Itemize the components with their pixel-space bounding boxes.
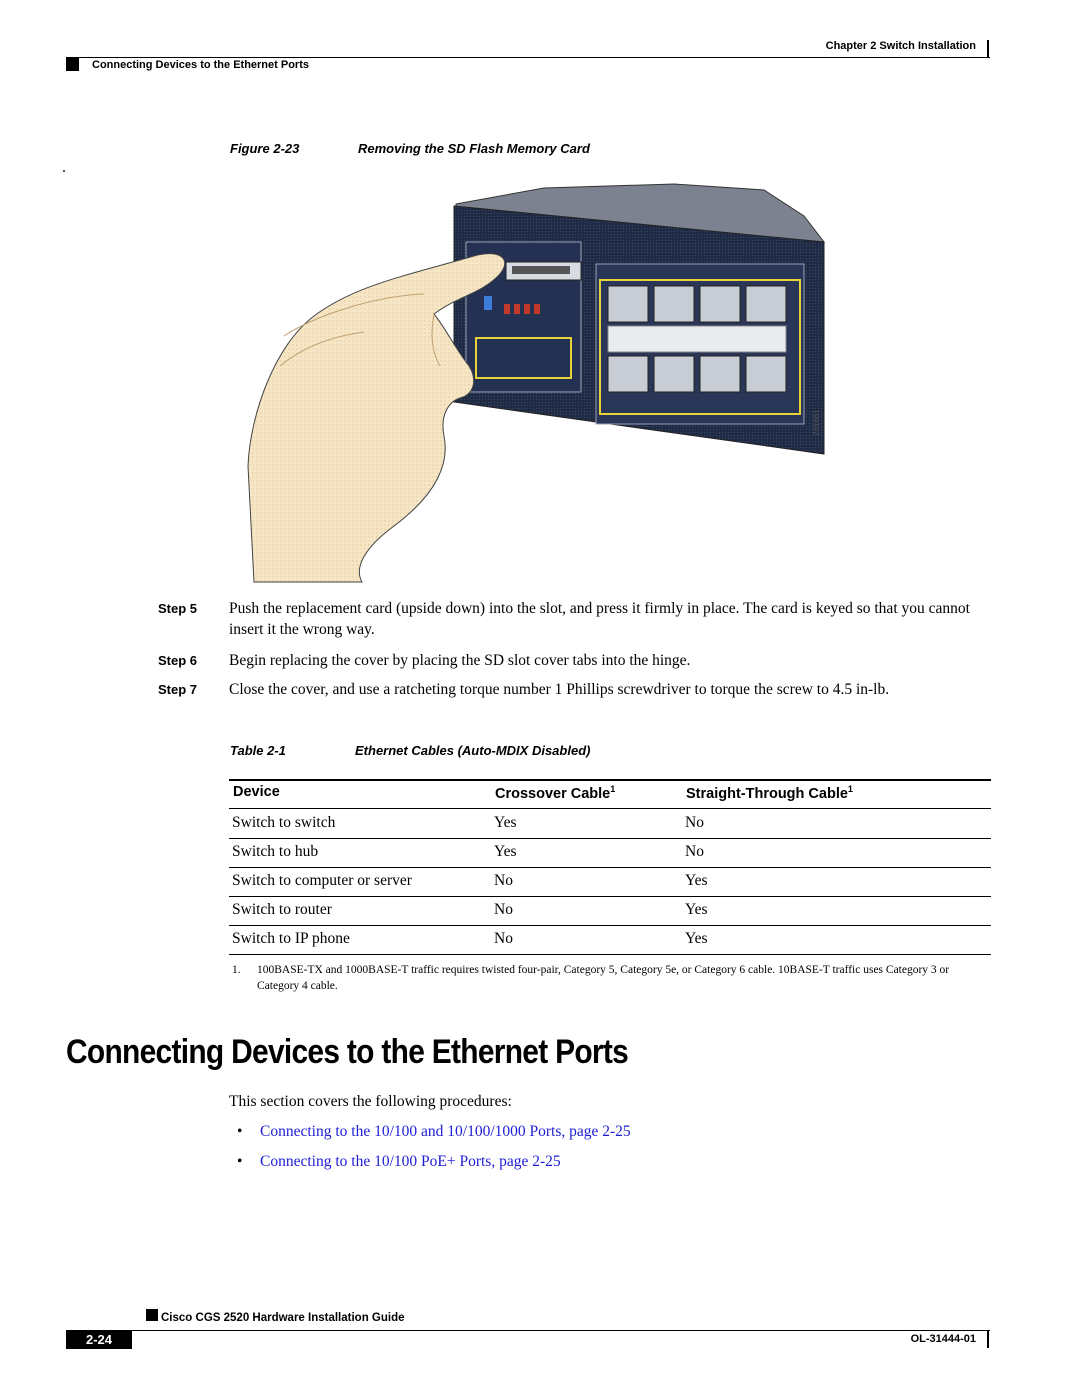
- figure-title: Removing the SD Flash Memory Card: [358, 141, 590, 156]
- header-rule: [66, 57, 990, 58]
- table-row: [229, 838, 991, 868]
- table-header-device: Device: [233, 784, 280, 800]
- table-footnote: [232, 962, 992, 994]
- step-5-label: Step 5: [158, 601, 198, 616]
- ethernet-ports: [596, 264, 804, 424]
- table-row: [229, 867, 991, 897]
- footnote-text: 100BASE-TX and 1000BASE-T traffic requires twisted four-pair, Category 5, Category 5e, or Category 6 cable. 10BASE-T traffic uses Category 3 or Category 4 cable.: [257, 964, 950, 992]
- section-heading: Connecting Devices to the Ethernet Ports: [66, 1033, 629, 1071]
- header-marker: [66, 58, 79, 71]
- table-top-rule: [229, 779, 991, 781]
- figure-number: Figure 2-23: [230, 141, 300, 156]
- bullet-icon: •: [237, 1123, 243, 1140]
- stray-mark: [63, 170, 65, 172]
- footer-bar: [987, 1331, 989, 1348]
- cell-straight: No: [685, 843, 704, 860]
- footer-marker: [146, 1309, 158, 1321]
- footer-doc-id: OL-31444-01: [910, 1333, 976, 1345]
- footer-guide-title: Cisco CGS 2520 Hardware Installation Guide: [161, 1312, 405, 1324]
- cell-device: Switch to hub: [232, 843, 319, 860]
- cell-straight: Yes: [685, 872, 708, 889]
- sd-card-removal-illustration: [244, 176, 834, 586]
- table-header-straight: Straight-Through Cable$^1$: [686, 784, 853, 802]
- cell-straight: No: [685, 814, 704, 831]
- figure-caption: [230, 141, 590, 156]
- link-10-100-1000-ports[interactable]: Connecting to the 10/100 and 10/100/1000 Ports, page 2-25: [260, 1123, 631, 1140]
- cell-straight: Yes: [685, 901, 708, 918]
- table-row: [229, 925, 991, 955]
- art-id: 201861: [812, 409, 821, 436]
- table-caption: [230, 743, 590, 758]
- step-6-text: Begin replacing the cover by placing the SD slot cover tabs into the hinge.: [229, 652, 691, 669]
- table-title: Ethernet Cables (Auto-MDIX Disabled): [355, 743, 591, 758]
- table-number: Table 2-1: [230, 743, 286, 758]
- link-poe-ports[interactable]: Connecting to the 10/100 PoE+ Ports, page 2-25: [260, 1153, 561, 1170]
- bullet-icon: •: [237, 1153, 243, 1170]
- step-5-text: Push the replacement card (upside down) into the slot, and press it firmly in place. The card is keyed so that you cannot insert it the wrong way.: [229, 600, 970, 638]
- cell-straight: Yes: [685, 930, 708, 947]
- footnote-number: 1.: [232, 964, 241, 976]
- table-row: [229, 896, 991, 926]
- table-header-crossover: Crossover Cable$^1$: [495, 784, 616, 802]
- cell-crossover: No: [494, 901, 513, 918]
- header-section-title: Connecting Devices to the Ethernet Ports: [92, 59, 309, 71]
- header-bar: [987, 40, 989, 57]
- page-number: 2-24: [66, 1331, 132, 1349]
- list-item: [237, 1153, 561, 1171]
- step-6-label: Step 6: [158, 653, 198, 668]
- footnote-ref: 1: [847, 784, 853, 794]
- footnote-ref: 1: [610, 784, 616, 794]
- step-7-text: Close the cover, and use a ratcheting torque number 1 Phillips screwdriver to torque the screw to 4.5 in-lb.: [229, 681, 890, 698]
- step-7-label: Step 7: [158, 682, 198, 697]
- cell-crossover: No: [494, 872, 513, 889]
- cell-crossover: Yes: [494, 843, 517, 860]
- cell-crossover: Yes: [494, 814, 517, 831]
- header-chapter: Chapter 2 Switch Installation: [825, 40, 976, 52]
- list-item: [237, 1123, 631, 1141]
- cell-device: Switch to switch: [232, 814, 336, 831]
- cell-crossover: No: [494, 930, 513, 947]
- table-row: [229, 809, 991, 839]
- section-intro: This section covers the following procedures:: [229, 1093, 512, 1110]
- footer-rule: [66, 1330, 990, 1331]
- cell-device: Switch to IP phone: [232, 930, 350, 947]
- cell-device: Switch to computer or server: [232, 872, 412, 889]
- cell-device: Switch to router: [232, 901, 332, 918]
